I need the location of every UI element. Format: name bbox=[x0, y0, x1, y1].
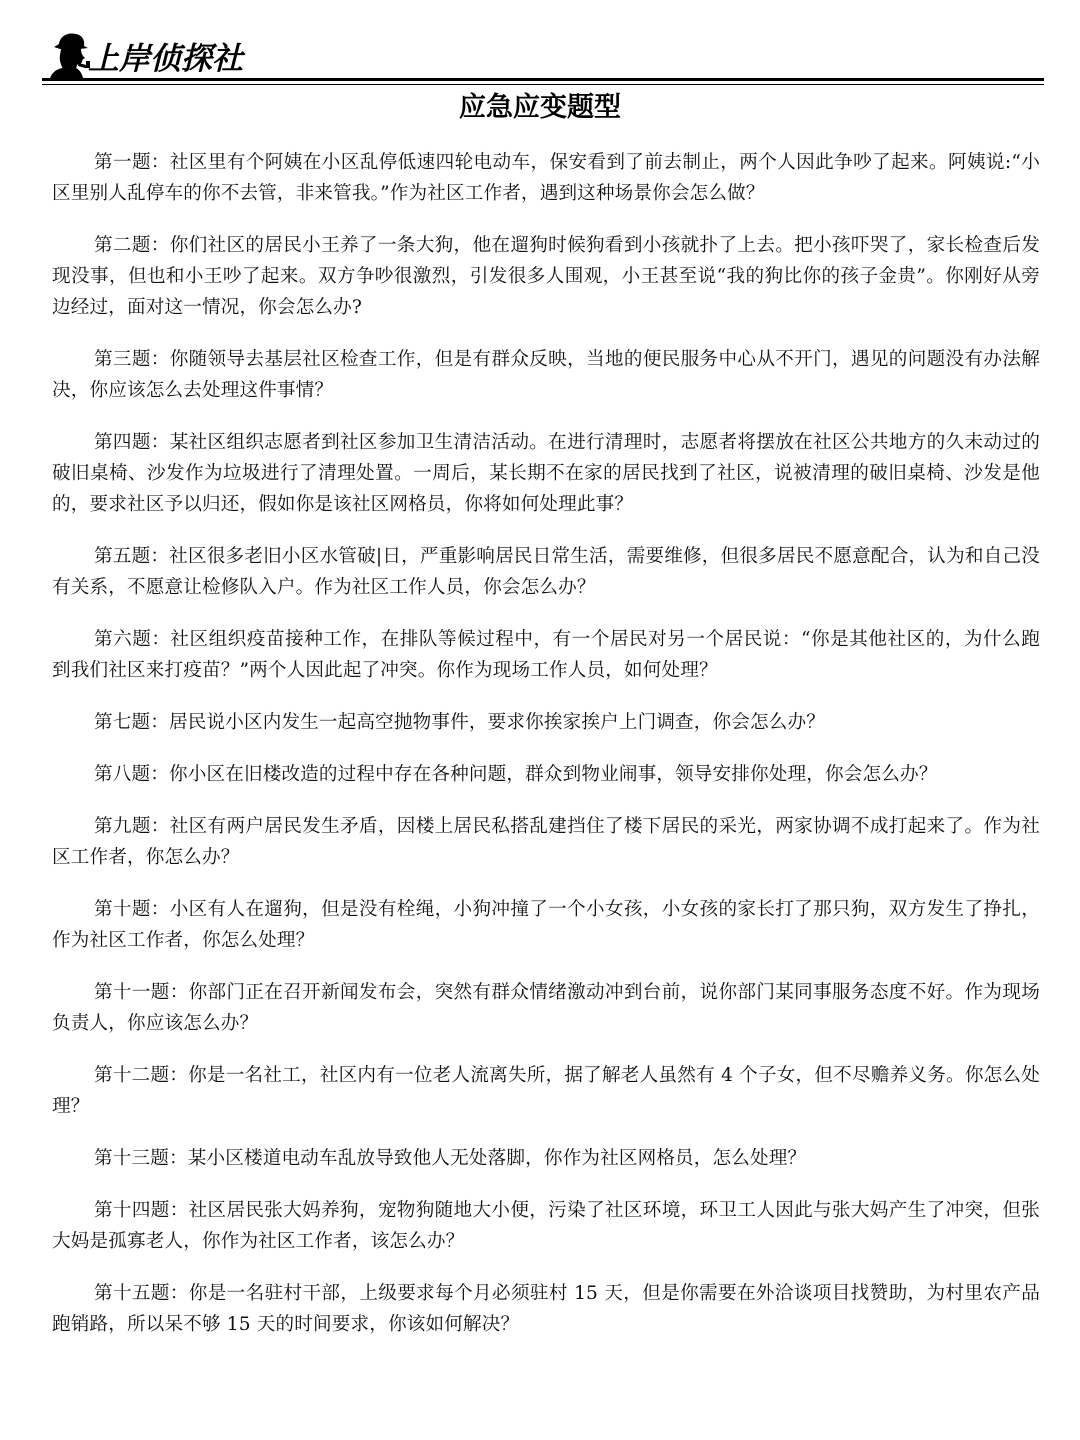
question-item: 第八题：你小区在旧楼改造的过程中存在各种问题，群众到物业闹事，领导安排你处理，你会怎么办？ bbox=[94, 764, 938, 785]
question-item: 第十四题：社区居民张大妈养狗，宠物狗随地大小便，污染了社区环境，环卫工人因此与张大妈产生了冲突，但张大妈是孤寡老人，你作为社区工作者，该怎么办？ bbox=[52, 1200, 1040, 1252]
question-item: 第十五题：你是一名驻村干部，上级要求每个月必须驻村 15 天，但是你需要在外洽谈项目找赞助，为村里农产品跑销路，所以呆不够 15 天的时间要求，你该如何解决？ bbox=[52, 1283, 1040, 1335]
question-item: 第五题：社区很多老旧小区水管破|日，严重影响居民日常生活，需要维修，但很多居民不愿意配合，认为和自己没有关系，不愿意让检修队入户。作为社区工作人员，你会怎么办？ bbox=[52, 546, 1040, 598]
question-item: 第十一题：你部门正在召开新闻发布会，突然有群众情绪激动冲到台前，说你部门某同事服务态度不好。作为现场负责人，你应该怎么办？ bbox=[52, 982, 1040, 1034]
question-item: 第十三题：某小区楼道电动车乱放导致他人无处落脚，你作为社区网格员，怎么处理？ bbox=[94, 1148, 807, 1169]
question-item: 第十题：小区有人在遛狗，但是没有栓绳，小狗冲撞了一个小女孩，小女孩的家长打了那只狗，双方发生了挣扎，作为社区工作者，你怎么处理？ bbox=[52, 899, 1040, 951]
logo bbox=[46, 30, 243, 78]
question-item: 第三题：你随领导去基层社区检查工作，但是有群众反映，当地的便民服务中心从不开门，遇见的问题没有办法解决，你应该怎么去处理这件事情？ bbox=[52, 349, 1040, 401]
question-item: 第二题：你们社区的居民小王养了一条大狗，他在遛狗时候狗看到小孩就扑了上去。把小孩吓哭了，家长检查后发现没事，但也和小王吵了起来。双方争吵很激烈，引发很多人围观，小王甚至说“我的狗比你的孩子金贵”。你刚好从旁边经过，面对这一情况，你会怎么办? bbox=[52, 235, 1040, 318]
header-rule-thin bbox=[42, 84, 1044, 85]
header-rule-thick bbox=[42, 78, 1044, 81]
question-list bbox=[52, 147, 1040, 1361]
question-item: 第六题：社区组织疫苗接种工作，在排队等候过程中，有一个居民对另一个居民说：“你是其他社区的，为什么跑到我们社区来打疫苗？”两个人因此起了冲突。你作为现场工作人员，如何处理？ bbox=[52, 629, 1040, 681]
question-item: 第九题：社区有两户居民发生矛盾，因楼上居民私搭乱建挡住了楼下居民的采光，两家协调不成打起来了。作为社区工作者，你怎么办？ bbox=[52, 816, 1040, 868]
question-item: 第四题：某社区组织志愿者到社区参加卫生清洁活动。在进行清理时，志愿者将摆放在社区公共地方的久未动过的破旧桌椅、沙发作为垃圾进行了清理处置。一周后，某长期不在家的居民找到了社区，说被清理的破旧桌椅、沙发是他的，要求社区予以归还，假如你是该社区网格员，你将如何处理此事？ bbox=[52, 432, 1040, 515]
question-item: 第十二题：你是一名社工，社区内有一位老人流离失所，据了解老人虽然有 4 个子女，但不尽赡养义务。你怎么处理？ bbox=[52, 1065, 1040, 1117]
page-header bbox=[0, 0, 1080, 90]
document-title: 应急应变题型 bbox=[459, 92, 621, 123]
logo-text: 上岸侦探社 bbox=[88, 41, 243, 77]
question-item: 第一题：社区里有个阿姨在小区乱停低速四轮电动车，保安看到了前去制止，两个人因此争吵了起来。阿姨说:“小区里别人乱停车的你不去管，非来管我。”作为社区工作者，遇到这种场景你会怎么做？ bbox=[52, 152, 1040, 204]
detective-silhouette-icon bbox=[46, 30, 92, 78]
question-item: 第七题：居民说小区内发生一起高空抛物事件，要求你挨家挨户上门调查，你会怎么办？ bbox=[94, 712, 826, 733]
